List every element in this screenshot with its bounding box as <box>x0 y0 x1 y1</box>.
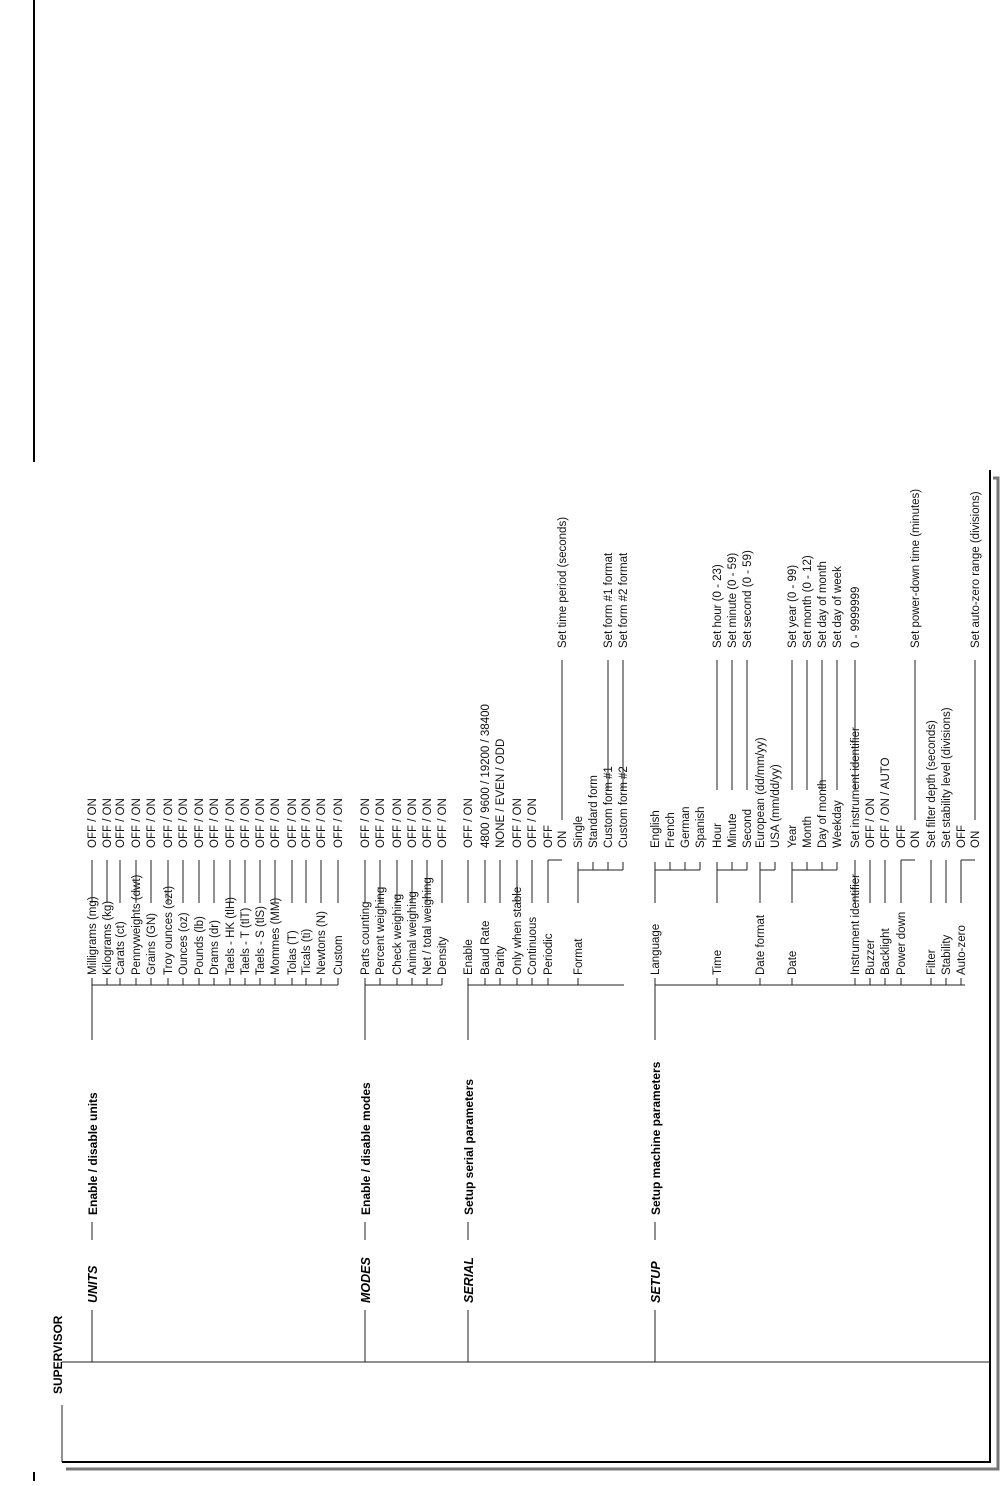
note-set-hour-0-23: Set hour (0 - 23) <box>712 564 724 648</box>
item-continuous: Continuous <box>527 916 539 975</box>
note-set-month-0-12: Set month (0 - 12) <box>802 555 814 648</box>
item-filter: Filter <box>926 949 938 975</box>
value-baud-rate: 4800 / 9600 / 19200 / 38400 <box>480 704 492 848</box>
menu-tree <box>86 489 982 1362</box>
option-usa-mm-dd-yy: USA (mm/dd/yy) <box>770 764 782 848</box>
value-backlight: OFF / ON / AUTO <box>880 757 892 848</box>
note-power-down: Set power-down time (minutes) <box>910 488 922 648</box>
item-language: Language <box>650 923 662 975</box>
value-stability: Set stability level (divisions) <box>941 707 953 848</box>
note-set-day-of-week: Set day of week <box>832 566 844 648</box>
value-pennyweights-dwt: OFF / ON <box>131 798 143 848</box>
value-custom: OFF / ON <box>333 798 345 848</box>
option-day-of-month: Day of month <box>817 779 829 848</box>
item-mommes-mm: Mommes (MM) <box>270 897 282 975</box>
value-parity: NONE / EVEN / ODD <box>495 738 507 848</box>
section-serial: SERIAL <box>462 1257 476 1303</box>
option-single: Single <box>573 816 585 848</box>
item-check-weighing: Check weighing <box>392 893 404 975</box>
value-ticals-ti: OFF / ON <box>301 798 313 848</box>
option-minute: Minute <box>727 813 739 848</box>
item-kilograms-kg: Kilograms (kg) <box>102 900 114 975</box>
value-check-weighing: OFF / ON <box>392 798 404 848</box>
action-serial: Setup serial parameters <box>462 1078 476 1215</box>
value-percent-weighing: OFF / ON <box>375 798 387 848</box>
value2-periodic: ON <box>557 830 569 848</box>
option-spanish: Spanish <box>695 806 707 848</box>
note-set-second-0-59: Set second (0 - 59) <box>742 550 754 648</box>
option-standard-form: Standard form <box>588 775 600 848</box>
item-buzzer: Buzzer <box>865 939 877 975</box>
value-mommes-mm: OFF / ON <box>270 798 282 848</box>
option-hour: Hour <box>712 823 724 848</box>
item-drams-dr: Drams (dr) <box>209 920 221 975</box>
action-units: Enable / disable units <box>86 1092 100 1215</box>
value-continuous: OFF / ON <box>527 798 539 848</box>
item-periodic: Periodic <box>543 933 555 975</box>
item-pennyweights-dwt: Pennyweights (dwt) <box>131 874 143 975</box>
item-pounds-lb: Pounds (lb) <box>194 916 206 975</box>
value-troy-ounces-ozt: OFF / ON <box>163 798 175 848</box>
value-density: OFF / ON <box>437 798 449 848</box>
value-drams-dr: OFF / ON <box>209 798 221 848</box>
item-stability: Stability <box>941 934 953 975</box>
value-periodic: OFF <box>543 825 555 848</box>
value-carats-ct: OFF / ON <box>115 798 127 848</box>
item-date: Date <box>787 950 799 975</box>
option-custom-form-2: Custom form #2 <box>618 766 630 848</box>
item-carats-ct: Carats (ct) <box>115 921 127 975</box>
item-custom: Custom <box>333 935 345 975</box>
value-instrument-identifier: Set instrument identifier <box>850 727 862 848</box>
item-net-total-weighing: Net / total weighing <box>422 877 434 975</box>
value-net-total-weighing: OFF / ON <box>422 798 434 848</box>
item-taels-hk-tlh: Taels - HK (tlH) <box>225 897 237 975</box>
value-newtons-n: OFF / ON <box>316 798 328 848</box>
option-month: Month <box>802 816 814 848</box>
item-backlight: Backlight <box>880 928 892 975</box>
value-parts-counting: OFF / ON <box>360 798 372 848</box>
value-buzzer: OFF / ON <box>865 798 877 848</box>
action-setup: Setup machine parameters <box>649 1061 663 1215</box>
item-density: Density <box>437 936 449 975</box>
item-troy-ounces-ozt: Troy ounces (ozt) <box>163 885 175 975</box>
option-year: Year <box>787 824 799 848</box>
note-set-form-2-format: Set form #2 format <box>618 552 630 648</box>
value-auto-zero: OFF <box>956 825 968 848</box>
item-auto-zero: Auto-zero <box>956 925 968 975</box>
option-english: English <box>650 810 662 848</box>
root-title: SUPERVISOR <box>51 1315 65 1394</box>
note-set-minute-0-59: Set minute (0 - 59) <box>727 552 739 648</box>
value-grains-gn: OFF / ON <box>146 798 158 848</box>
option-weekday: Weekday <box>832 800 844 848</box>
value-filter: Set filter depth (seconds) <box>926 720 938 848</box>
section-units: UNITS <box>86 1265 100 1303</box>
value-ounces-oz: OFF / ON <box>178 798 190 848</box>
value-tolas-t: OFF / ON <box>287 798 299 848</box>
option-german: German <box>680 806 692 848</box>
item-ounces-oz: Ounces (oz) <box>178 912 190 975</box>
value-only-when-stable: OFF / ON <box>512 798 524 848</box>
item-taels-s-tls: Taels - S (tlS) <box>255 905 267 975</box>
note-instrument-identifier: 0 - 9999999 <box>850 586 862 648</box>
item-milligrams-mg: Milligrams (mg) <box>87 896 99 975</box>
item-animal-weighing: Animal weighing <box>407 891 419 975</box>
note-set-form-1-format: Set form #1 format <box>603 552 615 648</box>
item-ticals-ti: Ticals (ti) <box>301 928 313 975</box>
item-baud-rate: Baud Rate <box>480 920 492 975</box>
note-set-year-0-99: Set year (0 - 99) <box>787 564 799 648</box>
item-enable: Enable <box>463 939 475 975</box>
option-european-dd-mm-yy: European (dd/mm/yy) <box>755 737 767 848</box>
note-auto-zero: Set auto-zero range (divisions) <box>970 491 982 648</box>
note-periodic: Set time period (seconds) <box>557 516 569 648</box>
value-milligrams-mg: OFF / ON <box>87 798 99 848</box>
value-pounds-lb: OFF / ON <box>194 798 206 848</box>
item-date-format: Date format <box>755 914 767 975</box>
item-power-down: Power down <box>896 911 908 975</box>
note-set-day-of-month: Set day of month <box>817 561 829 648</box>
value2-power-down: ON <box>910 830 922 848</box>
value-kilograms-kg: OFF / ON <box>102 798 114 848</box>
value-taels-s-tls: OFF / ON <box>255 798 267 848</box>
value-taels-hk-tlh: OFF / ON <box>225 798 237 848</box>
option-second: Second <box>742 808 754 848</box>
item-time: Time <box>712 949 724 975</box>
item-newtons-n: Newtons (N) <box>316 911 328 975</box>
option-custom-form-1: Custom form #1 <box>603 766 615 848</box>
value-enable: OFF / ON <box>463 798 475 848</box>
item-only-when-stable: Only when stable <box>512 886 524 975</box>
item-taels-t-tlt: Taels - T (tlT) <box>240 907 252 975</box>
action-modes: Enable / disable modes <box>359 1082 373 1215</box>
value-animal-weighing: OFF / ON <box>407 798 419 848</box>
item-tolas-t: Tolas (T) <box>287 930 299 975</box>
section-setup: SETUP <box>649 1261 663 1303</box>
item-format: Format <box>573 938 585 975</box>
value-taels-t-tlt: OFF / ON <box>240 798 252 848</box>
item-grains-gn: Grains (GN) <box>146 913 158 975</box>
section-modes: MODES <box>359 1257 373 1303</box>
value2-auto-zero: ON <box>970 830 982 848</box>
value-power-down: OFF <box>896 825 908 848</box>
option-french: French <box>665 812 677 848</box>
item-parts-counting: Parts counting <box>360 901 372 975</box>
item-instrument-identifier: Instrument identifier <box>850 874 862 975</box>
item-percent-weighing: Percent weighing <box>375 886 387 975</box>
item-parity: Parity <box>495 945 507 975</box>
